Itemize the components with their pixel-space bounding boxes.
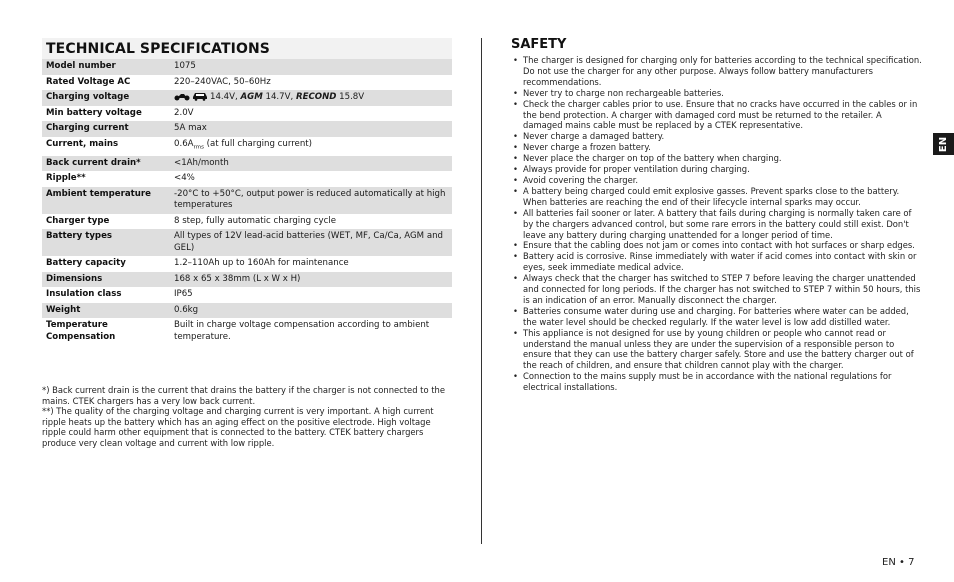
spec-value: 0.6kg	[174, 304, 199, 315]
spec-value: <1Ah/month	[174, 157, 229, 168]
list-item: • Never charge a damaged battery.	[513, 131, 665, 142]
current-note: (at full charging current)	[203, 138, 313, 149]
specs-table	[42, 59, 452, 345]
list-item: • Battery acid is corrosive. Rinse immediately with water if acid comes into contact with skin or eyes, seek immediate medical advice.	[513, 251, 917, 273]
spec-row-model-number	[42, 59, 452, 75]
spec-value: 5A max	[174, 123, 207, 133]
spec-row-temperature-compensation	[42, 318, 452, 345]
spec-label: Insulation class	[46, 289, 122, 300]
car-icon	[192, 92, 208, 101]
spec-label: Dimensions	[46, 273, 103, 284]
spec-row-ripple	[42, 171, 452, 187]
voltage-recond: 15.8V	[336, 92, 365, 102]
current-value: 0.6A	[174, 138, 194, 149]
spec-label: Rated Voltage AC	[46, 76, 131, 87]
page-footer	[882, 557, 914, 568]
voltage-normal: 14.4V,	[210, 92, 241, 102]
spec-value: 220–240VAC, 50–60Hz	[174, 76, 271, 87]
spec-row-battery-capacity	[42, 256, 452, 272]
page-number: 7	[908, 557, 915, 568]
motorcycle-icon	[174, 92, 190, 101]
list-item: • The charger is designed for charging only for batteries according to the technical specification. Do not use the charger for any other purpose. Always follow battery manufacturers recommendations.	[513, 55, 922, 87]
spec-value: All types of 12V lead-acid batteries (WET, MF, Ca/Ca, AGM and GEL)	[174, 231, 443, 253]
list-item: • Check the charger cables prior to use. Ensure that no cracks have occurred in the cables or in the bend protection. A charger with damaged cord must be returned to the retailer. A damaged mains cable must be replaced by a CTEK representative.	[513, 98, 918, 131]
list-item: • Never place the charger on top of the battery when charging.	[513, 153, 782, 164]
list-item: • Always provide for proper ventilation during charging.	[513, 164, 750, 175]
spec-value	[170, 137, 452, 156]
column-divider	[481, 38, 482, 544]
spec-label: Ripple**	[46, 173, 86, 184]
spec-value: 1.2–110Ah up to 160Ah for maintenance	[174, 258, 349, 269]
spec-value: <4%	[174, 173, 195, 184]
spec-label: Model number	[46, 61, 116, 71]
spec-row-weight	[42, 303, 452, 319]
specs-title: TECHNICAL SPECIFICATIONS	[42, 38, 452, 59]
spec-row-battery-types	[42, 229, 452, 256]
spec-row-charging-current	[42, 121, 452, 137]
spec-value: 1075	[174, 61, 196, 71]
spec-value: -20°C to +50°C, output power is reduced automatically at high temperatures	[174, 188, 446, 211]
language-tab-label: EN	[937, 136, 949, 152]
spec-label: Ambient temperature	[46, 188, 151, 199]
spec-value	[170, 90, 452, 106]
spec-label: Back current drain*	[46, 157, 141, 168]
list-item: • Always check that the charger has switched to STEP 7 before leaving the charger unattended and connected for long periods. If the charger has not switched to STEP 7 within 50 hours, this is an indication of an error. Manually disconnect the charger.	[513, 273, 921, 305]
list-item: • Never charge a frozen battery.	[513, 142, 651, 153]
language-tab	[933, 133, 954, 155]
spec-label: Charger type	[46, 215, 110, 226]
spec-label: Battery capacity	[46, 258, 126, 269]
spec-row-insulation-class	[42, 287, 452, 303]
spec-value: Built in charge voltage compensation according to ambient temperature.	[174, 320, 430, 342]
spec-value: 8 step, fully automatic charging cycle	[174, 215, 337, 226]
footer-language: EN	[882, 557, 896, 568]
spec-label: Weight	[46, 304, 81, 315]
spec-label: Temperature Compensation	[46, 320, 116, 342]
list-item: • A battery being charged could emit explosive gasses. Prevent sparks close to the battery. When batteries are reaching the end of their lifecycle internal sparks may occur.	[513, 185, 900, 207]
safety-title: SAFETY	[511, 37, 567, 52]
spec-label: Charging voltage	[46, 92, 130, 102]
list-item: • Avoid covering the charger.	[513, 174, 639, 185]
current-subscript: rms	[193, 144, 204, 151]
safety-list	[511, 55, 923, 393]
safety-section	[511, 37, 923, 393]
spec-row-current-mains	[42, 137, 452, 156]
agm-mode-label: AGM	[240, 92, 263, 102]
spec-row-charging-voltage	[42, 90, 452, 106]
voltage-agm: 14.7V,	[262, 92, 296, 102]
spec-label: Battery types	[46, 231, 113, 242]
spec-label: Charging current	[46, 123, 129, 133]
list-item: • Batteries consume water during use and charging. For batteries where water can be added, the water level should be checked regularly. If the water level is low add distilled water.	[513, 305, 909, 327]
spec-row-ambient-temperature	[42, 187, 452, 214]
footer-separator: •	[899, 557, 905, 568]
list-item: • All batteries fail sooner or later. A battery that fails during charging is normally taken care of by the chargers advanced control, but some rare errors in the battery could still exist. Don't leave any battery during charging unattended for a longer period of time.	[513, 207, 912, 240]
spec-row-dimensions	[42, 272, 452, 288]
technical-specifications-section	[42, 38, 452, 345]
spec-row-charger-type	[42, 214, 452, 230]
spec-row-back-current-drain	[42, 156, 452, 172]
recond-mode-label: RECOND	[295, 92, 337, 102]
list-item: • Ensure that the cabling does not jam or comes into contact with hot surfaces or sharp edges.	[513, 240, 915, 251]
spec-row-rated-voltage	[42, 75, 452, 91]
spec-label: Current, mains	[46, 138, 119, 149]
list-item: • Never try to charge non rechargeable batteries.	[513, 87, 724, 98]
spec-row-min-battery-voltage	[42, 106, 452, 122]
list-item: • This appliance is not designed for use by young children or people who cannot read or understand the manual unless they are under the supervision of a responsible person to ensure that they can use the battery charger safely. Store and use the battery charger out of the reach of children, and ensure that children cannot play with the charger.	[513, 327, 914, 371]
footnote-back-current: *) Back current drain is the current that drains the battery if the charger is not connected to the mains. CTEK chargers has a very low back current.	[42, 385, 445, 406]
list-item: • Connection to the mains supply must be in accordance with the national regulations for electrical installations.	[513, 371, 892, 393]
specs-footnotes	[42, 385, 452, 449]
spec-value: 2.0V	[174, 107, 194, 118]
spec-value: IP65	[174, 289, 193, 300]
spec-label: Min battery voltage	[46, 107, 142, 118]
footnote-ripple: **) The quality of the charging voltage and charging current is very important. A high current ripple heats up the battery which has an aging effect on the positive electrode. High voltage ripple could harm other equipment that is connected to the battery. CTEK battery chargers produce very clean voltage and current with low ripple.	[42, 406, 434, 448]
spec-value: 168 x 65 x 38mm (L x W x H)	[174, 273, 301, 284]
